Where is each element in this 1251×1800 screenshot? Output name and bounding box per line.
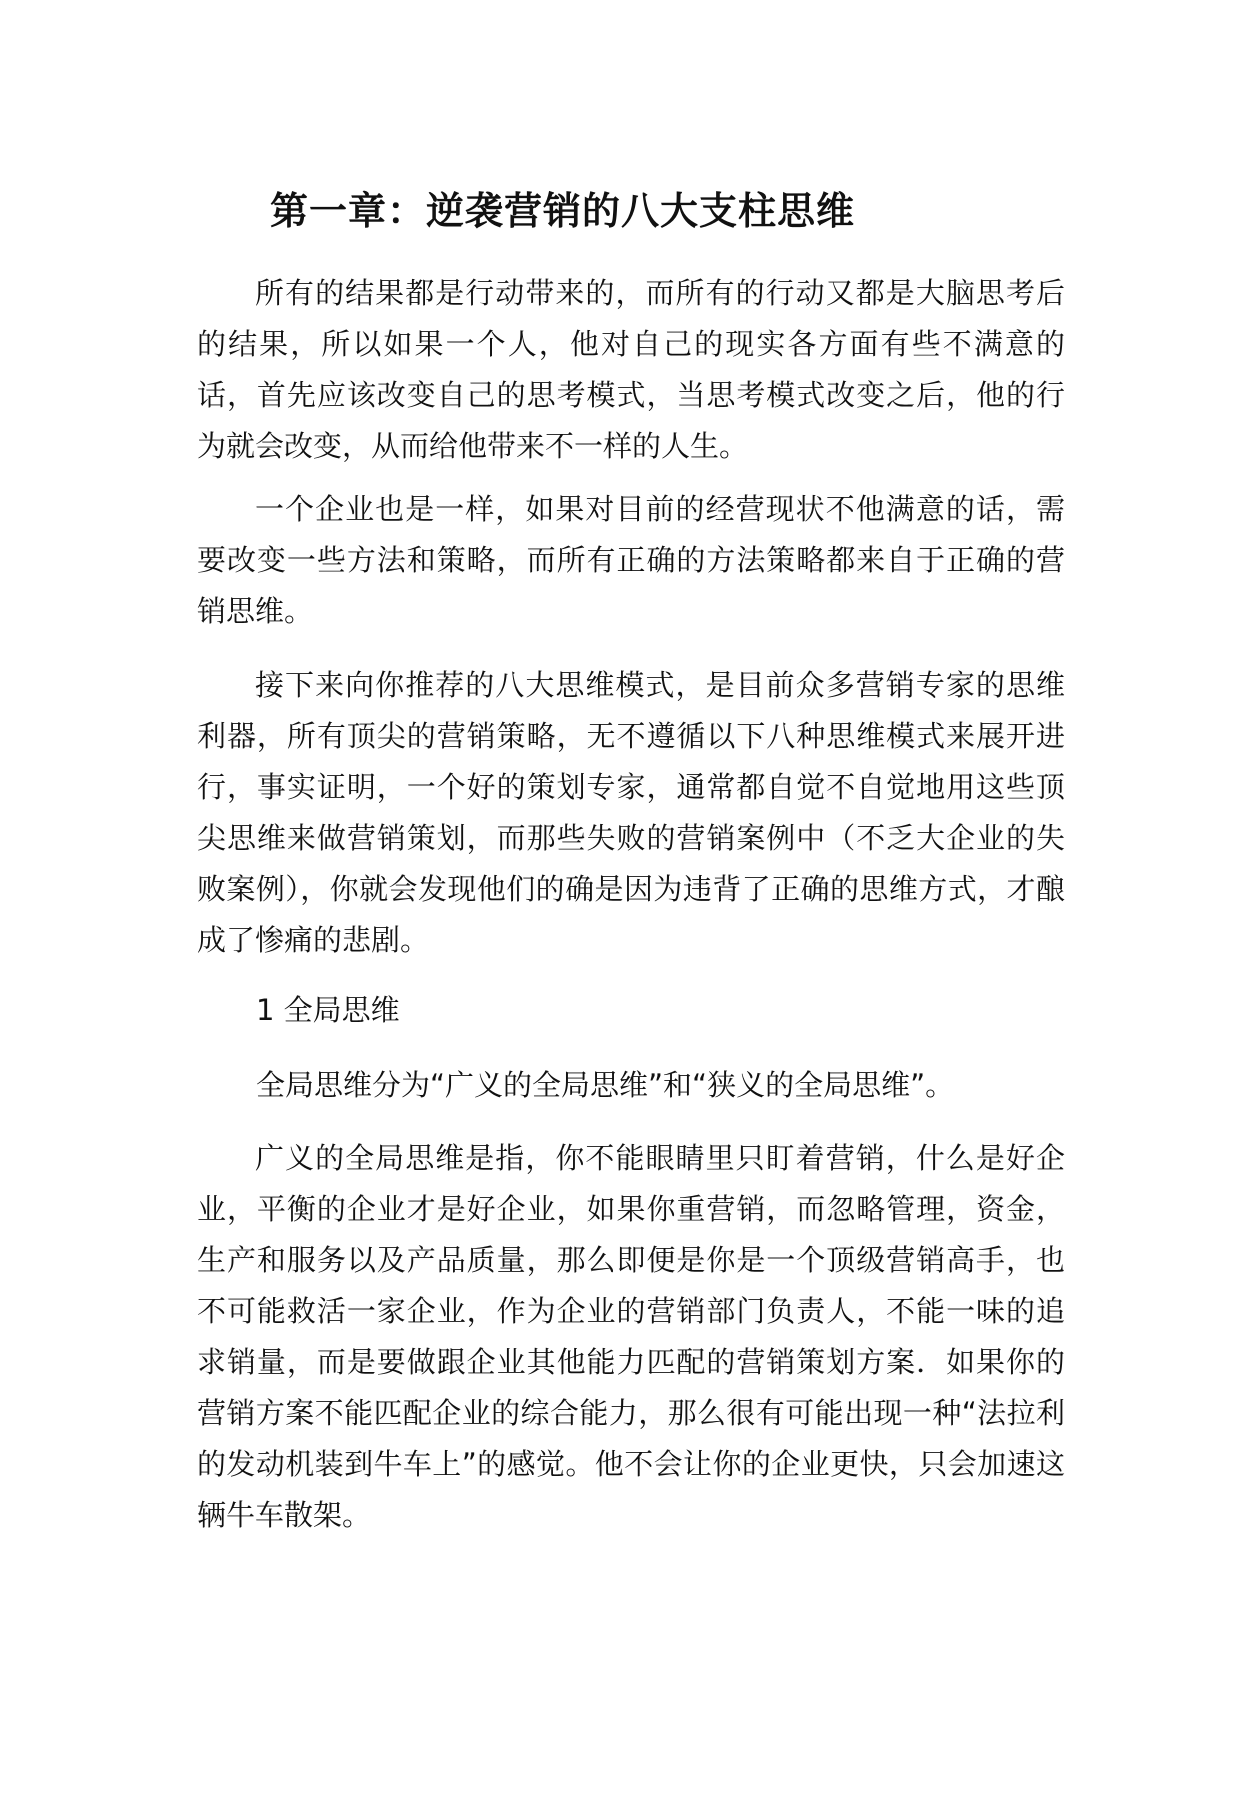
paragraph-intro: 所有的结果都是行动带来的，而所有的行动又都是大脑思考后的结果，所以如果一个人，他对自己的现实各方面有些不满意的话，首先应该改变自己的思考模式，当思考模式改变之后，他的行为就会改变，从而给他带来不一样的人生。 (197, 276, 1065, 463)
paragraph-broad-global-thinking: 广义的全局思维是指，你不能眼睛里只盯着营销，什么是好企业，平衡的企业才是好企业，如果你重营销，而忽略管理，资金，生产和服务以及产品质量，那么即便是你是一个顶级营销高手，也不可能救活一家企业，作为企业的营销部门负责人，不能一味的追求销量，而是要做跟企业其他能力匹配的营销策划方案．如果你的营销方案不能匹配企业的综合能力，那么很有可能出现一种“法拉利的发动机装到牛车上”的感觉。他不会让你的企业更快，只会加速这辆牛车散架。 (197, 1141, 1065, 1532)
paragraph-enterprise: 一个企业也是一样，如果对目前的经营现状不他满意的话，需要改变一些方法和策略，而所有正确的方法策略都来自于正确的营销思维。 (197, 492, 1065, 628)
paragraph-global-thinking-definition: 全局思维分为“广义的全局思维”和“狭义的全局思维”。 (256, 1068, 955, 1102)
paragraph-eight-modes: 接下来向你推荐的八大思维模式，是目前众多营销专家的思维利器，所有顶尖的营销策略，无不遵循以下八种思维模式来展开进行，事实证明，一个好的策划专家，通常都自觉不自觉地用这些顶尖思维来做营销策划，而那些失败的营销案例中（不乏大企业的失败案例），你就会发现他们的确是因为违背了正确的思维方式，才酿成了惨痛的悲剧。 (197, 668, 1065, 957)
chapter-title: 第一章：逆袭营销的八大支柱思维 (270, 189, 856, 233)
section-heading: 1 全局思维 (256, 993, 400, 1027)
